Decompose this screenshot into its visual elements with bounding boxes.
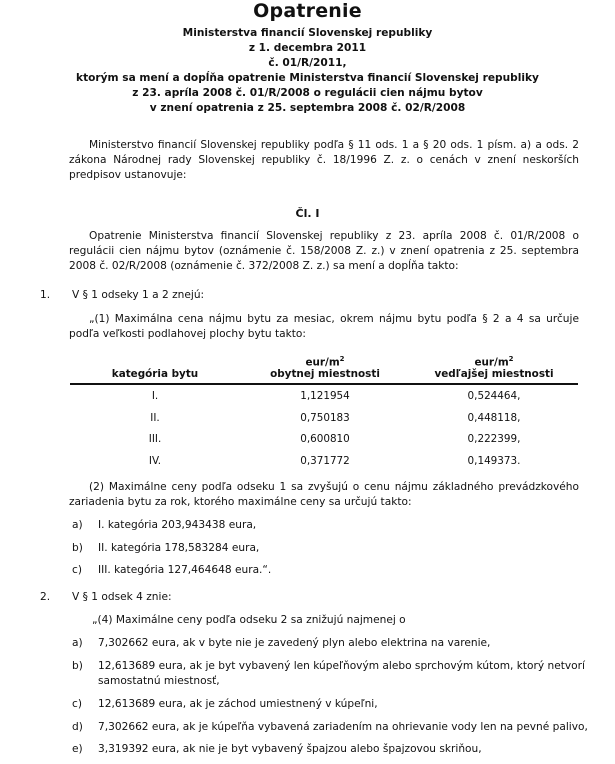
point-2-text: V § 1 odsek 4 znie: [72, 591, 172, 603]
header-category: kategória bytu [111, 368, 199, 381]
item-label: a) [72, 637, 83, 649]
point-2-number: 2. [40, 591, 51, 603]
table-row [70, 450, 578, 472]
item-text: II. kategória 178,583284 eura, [98, 542, 260, 554]
item-label: b) [72, 542, 83, 554]
point-1-text: V § 1 odseky 1 a 2 znejú: [72, 289, 205, 301]
header-line-3: č. 01/R/2011, [268, 57, 347, 69]
row-living: 0,600810 [300, 433, 350, 446]
header-side-sup: 2 [508, 355, 514, 363]
item-label: d) [72, 721, 83, 733]
row-category: III. [148, 433, 162, 446]
header-line-1: Ministerstva financií Slovenskej republiky [182, 27, 433, 39]
rent-table [70, 353, 578, 471]
item-label: c) [72, 698, 82, 710]
header-living-unit: eur/m [305, 356, 340, 369]
item-label: c) [72, 564, 82, 576]
item-text: III. kategória 127,464648 eura.“. [98, 564, 272, 576]
item-text: 7,302662 eura, ak je kúpeľňa vybavená zariadením na ohrievanie vody len na pevné palivo, [98, 721, 588, 733]
item-label: e) [72, 743, 83, 755]
header-side-unit: eur/m [474, 356, 509, 369]
item-text: 12,613689 eura, ak je záchod umiestnený v kúpeľni, [98, 698, 378, 710]
table-row [70, 384, 578, 407]
item-text: 7,302662 eura, ak v byte nie je zavedený plyn alebo elektrina na varenie, [98, 637, 491, 649]
row-living: 0,750183 [300, 411, 350, 424]
header-side-sub: vedľajšej miestnosti [434, 368, 554, 381]
item-text-continued: samostatnú miestnosť, [98, 675, 220, 687]
row-category: I. [151, 390, 159, 403]
item-label: a) [72, 519, 83, 531]
header-side [410, 353, 578, 384]
item-label: b) [72, 660, 83, 672]
article-intro-paragraph: Opatrenie Ministerstva financií Slovenskej republiky z 23. apríla 2008 č. 01/R/2008 o regulácii cien nájmu bytov (oznámenie č. 158/2008 Z. z.) v znení opatrenia z 25. septembra 2008 č. 02/R/2008 (oznámenie č. 372/2008 Z. z.) sa mení a dopĺňa takto: [69, 230, 579, 272]
intro-paragraph: Ministerstvo financií Slovenskej republiky podľa § 11 ods. 1 a § 20 ods. 1 písm. a) a ods. 2 zákona Národnej rady Slovenskej republiky č. 18/1996 Z. z. o cenách v znení neskorších predpisov ustanovuje: [69, 139, 579, 181]
row-side: 0,222399, [467, 433, 521, 446]
item-text: I. kategória 203,943438 eura, [98, 519, 257, 531]
point-1-number: 1. [40, 289, 51, 301]
row-side: 0,448118, [467, 411, 521, 424]
row-category: IV. [148, 454, 162, 467]
header-living-sup: 2 [339, 355, 345, 363]
table-row [70, 428, 578, 450]
rent-table-header [70, 353, 578, 384]
row-living: 1,121954 [300, 390, 350, 403]
table-row [70, 407, 578, 429]
header-line-5: z 23. apríla 2008 č. 01/R/2008 o regulácii cien nájmu bytov [132, 87, 483, 99]
header-line-6: v znení opatrenia z 25. septembra 2008 č. 02/R/2008 [149, 102, 466, 114]
row-living: 0,371772 [300, 454, 350, 467]
item-text: 12,613689 eura, ak je byt vybavený len kúpeľňovým alebo sprchovým kútom, ktorý netvorí [98, 660, 585, 672]
header-line-4: ktorým sa mení a dopĺňa opatrenie Ministerstva financií Slovenskej republiky [76, 72, 539, 84]
header-living [240, 353, 410, 384]
article-heading: Čl. I [295, 207, 320, 220]
point-1-quote-2: (2) Maximálne ceny podľa odseku 1 sa zvyšujú o cenu nájmu základného prevádzkového zariadenia bytu za rok, ktorého maximálne ceny sa určujú takto: [69, 481, 579, 508]
header-line-2: z 1. decembra 2011 [248, 42, 367, 54]
document-title: Opatrenie [253, 0, 362, 22]
item-text: 3,319392 eura, ak nie je byt vybavený špajzou alebo špajzovou skriňou, [98, 743, 482, 755]
row-category: II. [150, 411, 160, 424]
header-living-sub: obytnej miestnosti [270, 368, 380, 381]
row-side: 0,524464, [467, 390, 521, 403]
point-2-quote: „(4) Maximálne ceny podľa odseku 2 sa znižujú najmenej o [92, 614, 406, 626]
point-1-quote-1: „(1) Maximálna cena nájmu bytu za mesiac, okrem nájmu bytu podľa § 2 a 4 sa určuje podľa veľkosti podlahovej plochy bytu takto: [69, 313, 579, 340]
row-side: 0,149373. [467, 454, 521, 467]
